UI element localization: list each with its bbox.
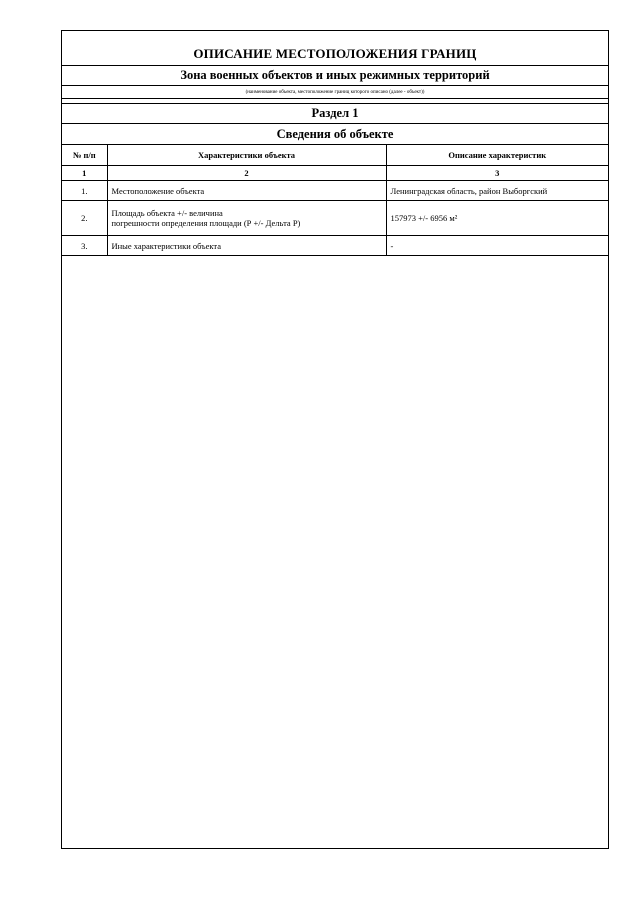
row-number: 1. — [62, 181, 107, 201]
row-characteristic: Иные характеристики объекта — [107, 236, 386, 256]
row-description: 157973 +/- 6956 м² — [386, 201, 608, 236]
row-characteristic-line-2: погрешности определения площади (Р +/- Дельта Р) — [111, 218, 301, 228]
table-row — [62, 236, 608, 256]
header-description: Описание характеристик — [386, 145, 608, 166]
row-description: - — [386, 236, 608, 256]
row-description: Ленинградская область, район Выборгский — [386, 181, 608, 201]
table-row — [62, 201, 608, 236]
header-number: № п/п — [62, 145, 107, 166]
section-title: Раздел 1 — [62, 104, 608, 124]
subsection-title: Сведения об объекте — [62, 124, 608, 145]
row-number: 3. — [62, 236, 107, 256]
document-frame — [61, 30, 609, 849]
table-header-row — [62, 145, 608, 166]
object-name-note: (наименование объекта, местоположение границ которого описано (далее - объект)) — [62, 85, 608, 99]
header-characteristic: Характеристики объекта — [107, 145, 386, 166]
object-name: Зона военных объектов и иных режимных территорий — [180, 68, 490, 82]
row-characteristic — [107, 201, 386, 236]
column-number-1: 1 — [62, 166, 107, 181]
row-number: 2. — [62, 201, 107, 236]
document-title: ОПИСАНИЕ МЕСТОПОЛОЖЕНИЯ ГРАНИЦ — [62, 31, 608, 66]
row-characteristic-line-1: Площадь объекта +/- величина — [111, 208, 223, 218]
column-number-3: 3 — [386, 166, 608, 181]
table-row — [62, 181, 608, 201]
column-number-2: 2 — [107, 166, 386, 181]
row-characteristic: Местоположение объекта — [107, 181, 386, 201]
table-column-numbers-row — [62, 166, 608, 181]
object-info-table — [62, 145, 608, 256]
